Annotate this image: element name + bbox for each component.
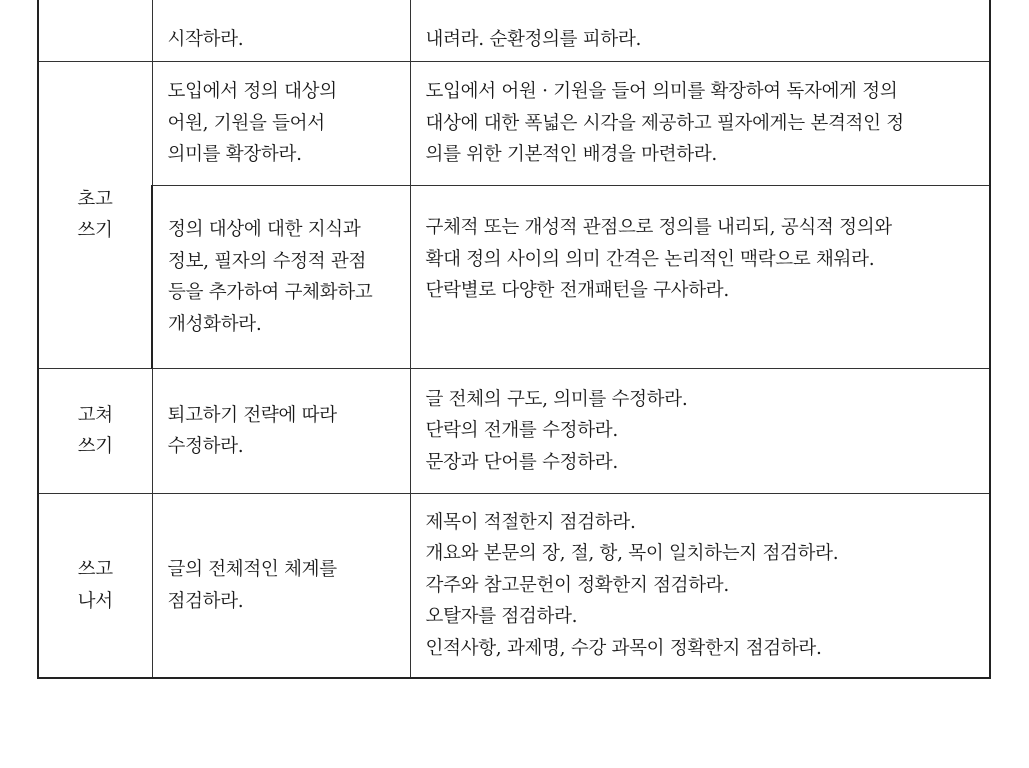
detail-line: 도입에서 어원 · 기원을 들어 의미를 확장하여 독자에게 정의 bbox=[425, 81, 898, 103]
stage-cell-empty bbox=[38, 0, 152, 62]
guide-line: 어원, 기원을 들어서 bbox=[167, 112, 325, 134]
guide-line: 퇴고하기 전략에 따라 bbox=[167, 404, 337, 426]
guide-line: 수정하라. bbox=[167, 436, 244, 457]
guide-line: 의미를 확장하라. bbox=[167, 144, 302, 166]
detail-line: 대상에 대한 폭넓은 시각을 제공하고 필자에게는 본격적인 정 bbox=[425, 112, 904, 134]
detail-line: 제목이 적절한지 점검하라. bbox=[425, 511, 636, 533]
table-row bbox=[38, 369, 990, 494]
guide-line: 점검하라. bbox=[167, 590, 244, 612]
guide-cell bbox=[152, 494, 410, 679]
stage-label: 나서 bbox=[77, 590, 113, 612]
guide-line: 정보, 필자의 수정적 관점 bbox=[168, 250, 367, 272]
detail-line: 문장과 단어를 수정하라. bbox=[425, 451, 618, 473]
table-row bbox=[38, 0, 990, 62]
guide-cell bbox=[152, 186, 410, 369]
guide-cell bbox=[152, 369, 410, 494]
detail-cell bbox=[410, 186, 990, 369]
detail-line: 글 전체의 구도, 의미를 수정하라. bbox=[425, 388, 688, 410]
table-row bbox=[38, 62, 990, 186]
table-row bbox=[38, 494, 990, 679]
detail-line: 의를 위한 기본적인 배경을 마련하라. bbox=[425, 144, 717, 166]
detail-line: 단락의 전개를 수정하라. bbox=[425, 420, 618, 442]
stage-label: 고쳐 bbox=[77, 404, 113, 426]
guide-line: 시작하라. bbox=[167, 28, 244, 50]
guide-line: 등을 추가하여 구체화하고 bbox=[168, 282, 373, 303]
guide-line: 개성화하라. bbox=[168, 313, 262, 335]
detail-line: 구체적 또는 개성적 관점으로 정의를 내리되, 공식적 정의와 bbox=[425, 217, 892, 238]
stage-label: 초고 bbox=[77, 188, 113, 210]
guide-line: 글의 전체적인 체계를 bbox=[167, 559, 337, 580]
detail-line: 오탈자를 점검하라. bbox=[425, 606, 578, 628]
writing-guide-table bbox=[37, 0, 991, 679]
guide-line: 도입에서 정의 대상의 bbox=[167, 81, 337, 103]
detail-line: 개요와 본문의 장, 절, 항, 목이 일치하는지 점검하라. bbox=[425, 543, 839, 565]
table-row bbox=[38, 186, 990, 369]
guide-line: 정의 대상에 대한 지식과 bbox=[168, 219, 361, 240]
stage-cell-after bbox=[38, 494, 152, 679]
detail-cell bbox=[410, 0, 990, 62]
detail-line: 각주와 참고문헌이 정확한지 점검하라. bbox=[425, 574, 729, 596]
stage-label: 쓰고 bbox=[77, 559, 113, 580]
stage-cell-revise bbox=[38, 369, 152, 494]
stage-cell-draft bbox=[38, 62, 152, 369]
detail-line: 인적사항, 과제명, 수강 과목이 정확한지 점검하라. bbox=[425, 637, 822, 659]
guide-cell bbox=[152, 62, 410, 186]
stage-label: 쓰기 bbox=[77, 220, 113, 241]
guide-cell bbox=[152, 0, 410, 62]
detail-cell bbox=[410, 494, 990, 679]
detail-cell bbox=[410, 369, 990, 494]
stage-label: 쓰기 bbox=[77, 436, 113, 457]
detail-line: 단락별로 다양한 전개패턴을 구사하라. bbox=[425, 280, 729, 301]
detail-line: 확대 정의 사이의 의미 간격은 논리적인 맥락으로 채워라. bbox=[425, 248, 875, 270]
detail-line: 내려라. 순환정의를 피하라. bbox=[425, 28, 642, 50]
detail-cell bbox=[410, 62, 990, 186]
